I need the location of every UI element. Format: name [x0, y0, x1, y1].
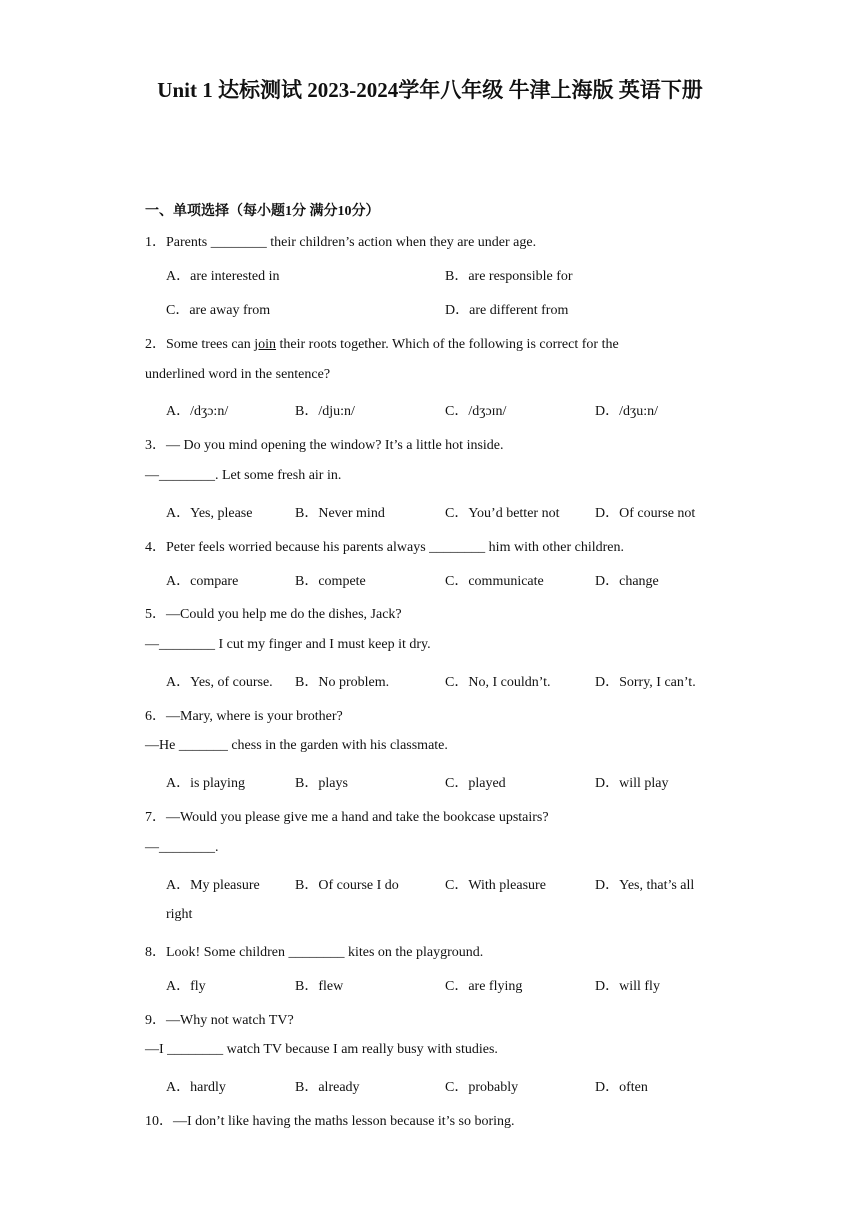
q4-option-c: C．communicate [445, 574, 544, 589]
q3-option-b: B．Never mind [295, 506, 385, 521]
q6-option-b: B．plays [295, 776, 348, 791]
q5-option-c: C．No, I couldn’t. [445, 675, 551, 690]
q2-underlined-word: join [254, 337, 277, 352]
q4-option-a: A．compare [166, 574, 239, 589]
q2-stem-pre: 2．Some trees can [145, 337, 255, 352]
q5-option-d: D．Sorry, I can’t. [595, 675, 696, 690]
q3-option-d: D．Of course not [595, 506, 696, 521]
question-3-stem: 3．— Do you mind opening the window? It’s a little hot inside. [145, 438, 504, 453]
q5-option-b: B．No problem. [295, 675, 390, 690]
q9-option-c: C．probably [445, 1080, 519, 1095]
q7-option-b: B．Of course I do [295, 878, 399, 893]
q2-stem-post: their roots together. Which of the following is correct for the [276, 337, 619, 352]
question-8-stem: 8．Look! Some children ________ kites on the playground. [145, 945, 484, 960]
q7-option-d: D．Yes, that’s all [595, 878, 695, 893]
q1-option-c: C．are away from [166, 303, 271, 318]
q6-option-c: C．played [445, 776, 506, 791]
q1-option-d: D．are different from [445, 303, 569, 318]
q4-option-d: D．change [595, 574, 659, 589]
q9-option-a: A．hardly [166, 1080, 226, 1095]
q2-option-b: B．/dju:n/ [295, 404, 355, 419]
question-6-stem-line2: —He _______ chess in the garden with his classmate. [145, 738, 448, 753]
q8-option-b: B．flew [295, 979, 344, 994]
question-4-stem: 4．Peter feels worried because his parents always ________ him with other children. [145, 540, 624, 555]
q7-option-c: C．With pleasure [445, 878, 546, 893]
q2-option-d: D．/dʒu:n/ [595, 404, 658, 419]
section-heading: 一、单项选择（每小题1分 满分10分） [145, 204, 380, 219]
question-6-stem: 6．—Mary, where is your brother? [145, 709, 343, 724]
question-3-stem-line2: —________. Let some fresh air in. [145, 468, 342, 483]
q3-option-c: C．You’d better not [445, 506, 560, 521]
q1-option-b: B．are responsible for [445, 269, 573, 284]
q1-option-a: A．are interested in [166, 269, 280, 284]
q3-option-a: A．Yes, please [166, 506, 253, 521]
q9-option-b: B．already [295, 1080, 360, 1095]
q6-option-a: A．is playing [166, 776, 245, 791]
q5-option-a: A．Yes, of course. [166, 675, 273, 690]
page-title: Unit 1 达标测试 2023-2024学年八年级 牛津上海版 英语下册 [157, 78, 703, 102]
question-2-stem [145, 333, 619, 353]
question-7-stem: 7．—Would you please give me a hand and take the bookcase upstairs? [145, 810, 549, 825]
question-9-stem: 9．—Why not watch TV? [145, 1013, 294, 1028]
q8-option-a: A．fly [166, 979, 206, 994]
q2-option-c: C．/dʒɔɪn/ [445, 404, 507, 419]
q2-option-a: A．/dʒɔ:n/ [166, 404, 229, 419]
q6-option-d: D．will play [595, 776, 669, 791]
question-5-stem: 5．—Could you help me do the dishes, Jack? [145, 607, 402, 622]
question-1-stem: 1．Parents ________ their children’s action when they are under age. [145, 235, 537, 250]
question-10-stem: 10．—I don’t like having the maths lesson because it’s so boring. [145, 1114, 515, 1129]
q7-option-a: A．My pleasure [166, 878, 260, 893]
question-5-stem-line2: —________ I cut my finger and I must keep it dry. [145, 637, 431, 652]
q8-option-d: D．will fly [595, 979, 660, 994]
q8-option-c: C．are flying [445, 979, 523, 994]
q7-option-d-continued: right [166, 907, 193, 922]
q4-option-b: B．compete [295, 574, 366, 589]
q9-option-d: D．often [595, 1080, 648, 1095]
question-9-stem-line2: —I ________ watch TV because I am really busy with studies. [145, 1042, 498, 1057]
question-7-stem-line2: —________. [145, 840, 219, 855]
question-2-stem-line2: underlined word in the sentence? [145, 367, 331, 382]
